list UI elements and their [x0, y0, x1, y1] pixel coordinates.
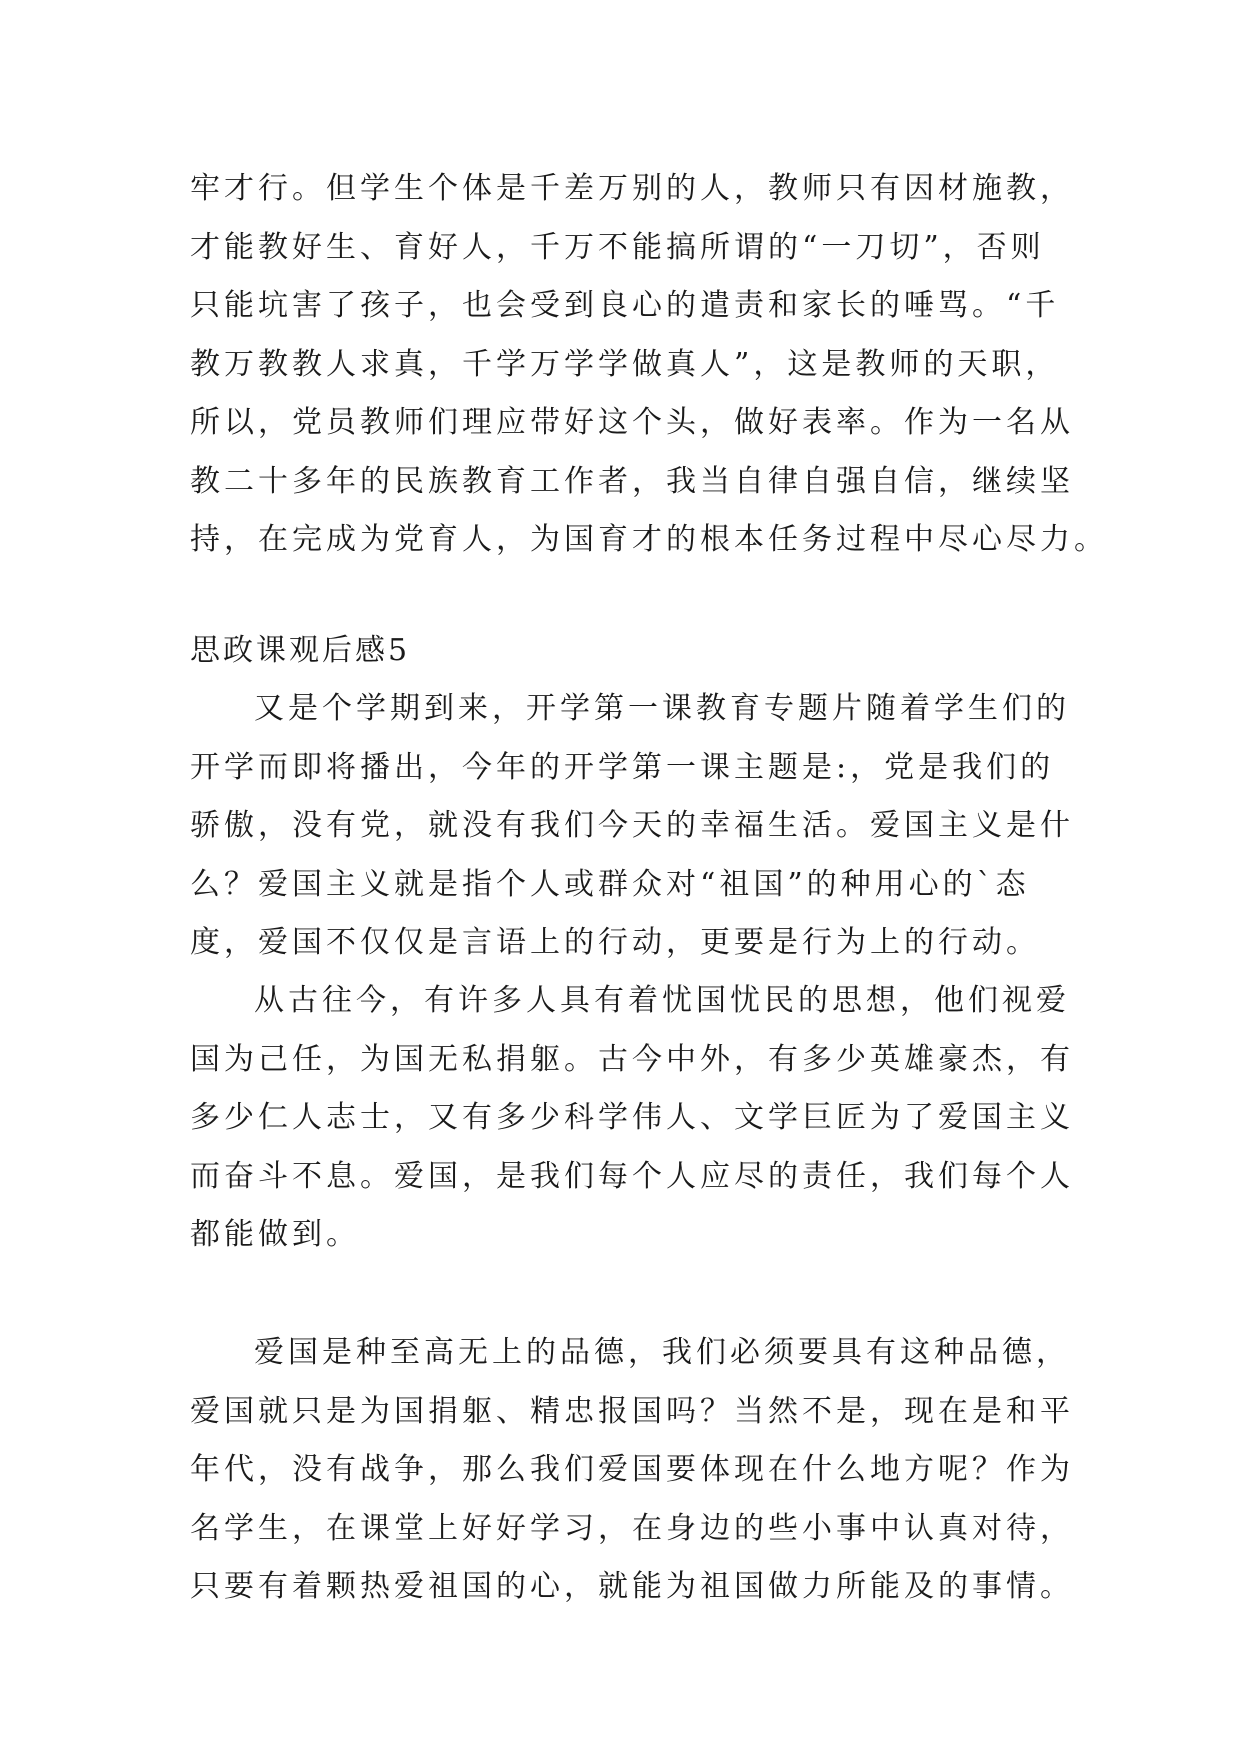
paragraph-3: [190, 1324, 1074, 1617]
text-line: 教万教教人求真，千学万学学做真人”，这是教师的天职，: [190, 346, 1060, 382]
text-line: 牢才行。但学生个体是千差万别的人，教师只有因材施教，: [190, 171, 1074, 206]
text-line: 只要有着颗热爱祖国的心，就能为祖国做力所能及的事情。: [190, 1569, 1074, 1604]
section-heading: 思政课观后感5: [190, 633, 411, 668]
text-line: 都能做到。: [190, 1217, 360, 1252]
text-line: 么？爱国主义就是指个人或群众对“祖国”的种用心的`态: [190, 866, 1030, 902]
text-line: 而奋斗不息。爱国，是我们每个人应尽的责任，我们每个人: [190, 1158, 1074, 1194]
text-line: 名学生，在课堂上好好学习，在身边的些小事中认真对待，: [190, 1510, 1074, 1546]
paragraph-1: [190, 680, 1074, 973]
paragraph-2: [190, 972, 1074, 1265]
continuation-paragraph: [190, 160, 1108, 570]
text-line: 国为己任，为国无私捐躯。古今中外，有多少英雄豪杰，有: [190, 1041, 1074, 1077]
text-line: 才能教好生、育好人，千万不能搞所谓的“一刀切”，否则: [190, 229, 1045, 265]
text-line: 年代，没有战争，那么我们爱国要体现在什么地方呢？作为: [190, 1452, 1074, 1487]
text-line: 开学而即将播出，今年的开学第一课主题是:，党是我们的: [190, 749, 1055, 785]
text-line: 爱国是种至高无上的品德，我们必须要具有这种品德，: [254, 1335, 1070, 1370]
text-line: 从古往今，有许多人具有着忧国忧民的思想，他们视爱: [254, 983, 1070, 1018]
text-line: 骄傲，没有党，就没有我们今天的幸福生活。爱国主义是什: [190, 808, 1074, 843]
text-line: 只能坑害了孩子，也会受到良心的遣责和家长的唾骂。“千: [190, 288, 1060, 323]
text-line: 所以，党员教师们理应带好这个头，做好表率。作为一名从: [190, 405, 1074, 440]
text-line: 持，在完成为党育人，为国育才的根本任务过程中尽心尽力。: [190, 522, 1108, 557]
text-line: 又是个学期到来，开学第一课教育专题片随着学生们的: [254, 691, 1070, 726]
text-line: 度，爱国不仅仅是言语上的行动，更要是行为上的行动。: [190, 925, 1040, 960]
text-line: 教二十多年的民族教育工作者，我当自律自强自信，继续坚: [190, 463, 1074, 499]
text-line: 爱国就只是为国捐躯、精忠报国吗？当然不是，现在是和平: [190, 1393, 1074, 1429]
text-line: 多少仁人志士，又有多少科学伟人、文学巨匠为了爱国主义: [190, 1100, 1074, 1135]
